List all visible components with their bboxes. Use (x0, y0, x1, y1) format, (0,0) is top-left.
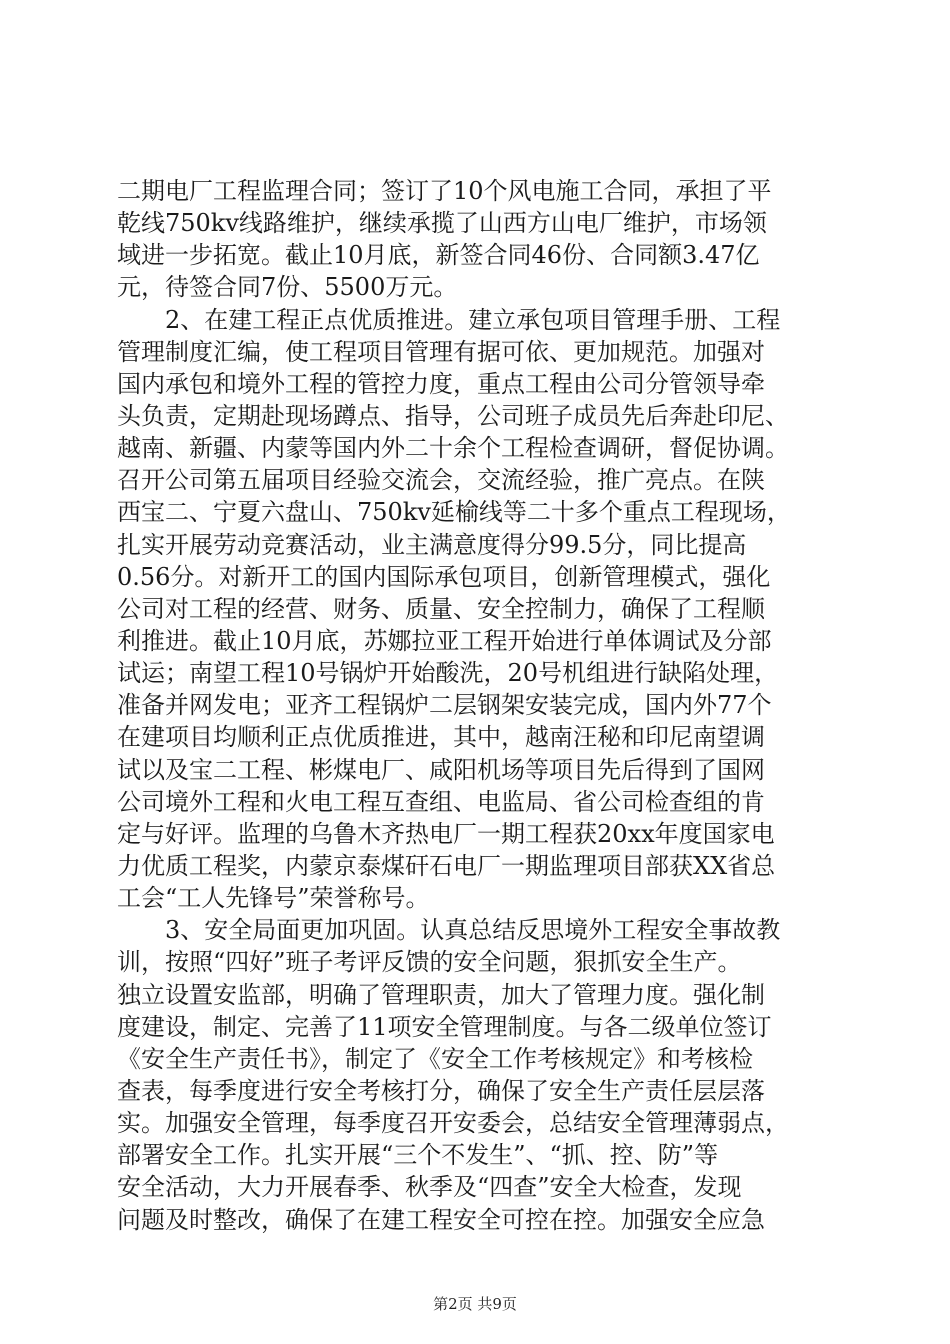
text-line: 公司境外工程和火电工程互查组、电监局、省公司检查组的肯 (117, 787, 765, 816)
text-line: 查表，每季度进行安全考核打分，确保了安全生产责任层层落 (117, 1076, 765, 1105)
text-line: 安全活动，大力开展春季、秋季及“四查”安全大检查，发现 (117, 1173, 742, 1202)
text-line: 准备并网发电；亚齐工程锅炉二层钢架安装完成，国内外77个 (117, 691, 772, 720)
text-line: 问题及时整改，确保了在建工程安全可控在控。加强安全应急 (117, 1205, 765, 1234)
text-line: 头负责，定期赴现场蹲点、指导，公司班子成员先后奔赴印尼、 (117, 401, 789, 430)
text-line: 利推进。截止10月底，苏娜拉亚工程开始进行单体调试及分部 (117, 626, 772, 655)
text-line: 域进一步拓宽。截止10月底，新签合同46份、合同额3.47亿 (117, 241, 760, 270)
text-line: 管理制度汇编，使工程项目管理有据可依、更加规范。加强对 (117, 337, 765, 366)
text-line: 2、在建工程正点优质推进。建立承包项目管理手册、工程 (117, 305, 781, 334)
text-line: 工会“工人先锋号”荣誉称号。 (117, 884, 430, 913)
text-line: 国内承包和境外工程的管控力度，重点工程由公司分管领导牵 (117, 369, 765, 398)
text-line: 扎实开展劳动竞赛活动，业主满意度得分99.5分，同比提高 (117, 530, 747, 559)
text-line: 越南、新疆、内蒙等国内外二十余个工程检查调研，督促协调。 (117, 434, 789, 463)
text-line: 独立设置安监部，明确了管理职责，加大了管理力度。强化制 (117, 980, 765, 1009)
text-line: 《安全生产责任书》，制定了《安全工作考核规定》和考核检 (117, 1044, 753, 1073)
text-line: 在建项目均顺利正点优质推进，其中，越南汪秘和印尼南望调 (117, 723, 765, 752)
text-line: 西宝二、宁夏六盘山、750kv延榆线等二十多个重点工程现场， (117, 498, 791, 527)
text-line: 元，待签合同7份、5500万元。 (117, 273, 458, 302)
text-line: 力优质工程奖，内蒙京泰煤矸石电厂一期监理项目部获XX省总 (117, 851, 776, 880)
text-line: 度建设，制定、完善了11项安全管理制度。与各二级单位签订 (117, 1012, 772, 1041)
page-footer: 第2页 共9页 (433, 1295, 517, 1313)
text-line: 乾线750kv线路维护，继续承揽了山西方山电厂维护，市场领 (117, 209, 767, 238)
text-line: 二期电厂工程监理合同；签订了10个风电施工合同，承担了平 (117, 177, 772, 205)
text-line: 召开公司第五届项目经验交流会，交流经验，推广亮点。在陕 (117, 466, 765, 495)
text-line: 训，按照“四好”班子考评反馈的安全问题，狠抓安全生产。 (117, 948, 742, 977)
text-line: 公司对工程的经营、财务、质量、安全控制力，确保了工程顺 (117, 594, 765, 623)
body-text (117, 175, 833, 1236)
text-line: 实。加强安全管理，每季度召开安委会，总结安全管理薄弱点， (117, 1109, 789, 1138)
text-line: 试以及宝二工程、彬煤电厂、咸阳机场等项目先后得到了国网 (117, 755, 765, 784)
text-line: 3、安全局面更加巩固。认真总结反思境外工程安全事故教 (117, 916, 781, 945)
text-line: 0.56分。对新开工的国内国际承包项目，创新管理模式，强化 (117, 562, 771, 591)
text-line: 部署安全工作。扎实开展“三个不发生”、“抓、控、防”等 (117, 1141, 719, 1170)
text-line: 试运；南望工程10号锅炉开始酸洗，20号机组进行缺陷处理， (117, 659, 779, 688)
text-line: 定与好评。监理的乌鲁木齐热电厂一期工程获20xx年度国家电 (117, 819, 775, 848)
